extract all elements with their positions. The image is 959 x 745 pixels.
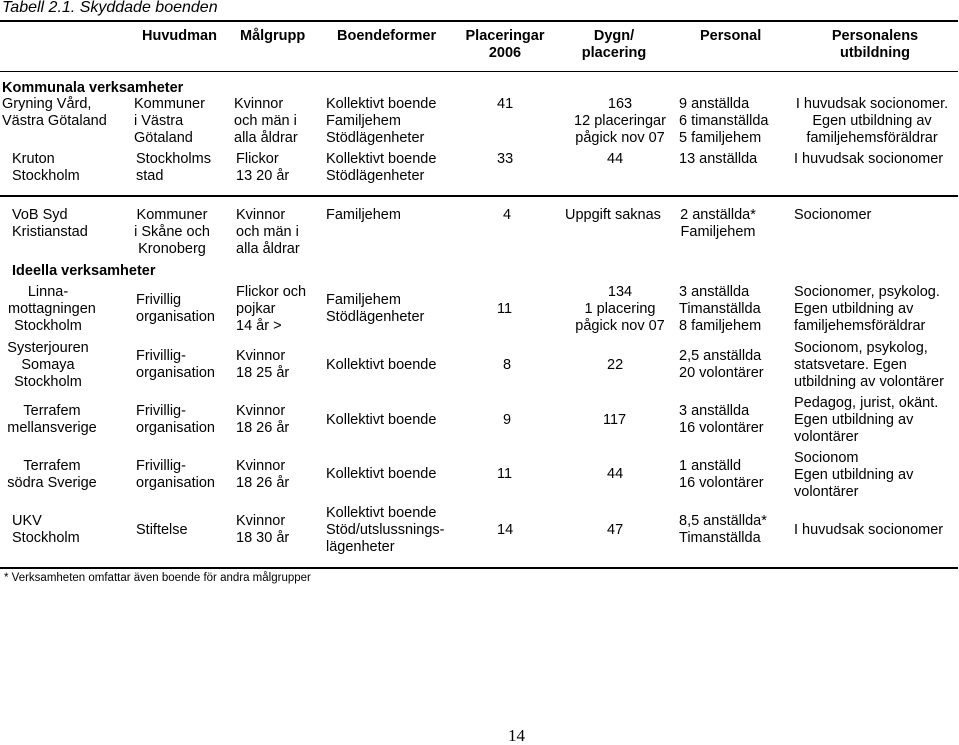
cell-huvudman: Frivillig- organisation bbox=[136, 458, 215, 491]
cell-name: Kruton Stockholm bbox=[12, 151, 80, 184]
cell-personal: 2,5 anställda 20 volontärer bbox=[679, 348, 764, 381]
cell-utbildning: Socionom Egen utbildning av volontärer bbox=[794, 450, 914, 500]
cell-huvudman: Stiftelse bbox=[136, 522, 188, 538]
cell-name: Terrafem södra Sverige bbox=[7, 458, 97, 491]
cell-personal: 1 anställd 16 volontärer bbox=[679, 458, 764, 491]
cell-utbildning: Socionom, psykolog, statsvetare. Egen utbildning av volontärer bbox=[794, 340, 944, 390]
header-boendeformer: Boendeformer bbox=[337, 28, 437, 44]
header-rule bbox=[0, 71, 958, 72]
kommunala-end-rule bbox=[0, 195, 958, 197]
cell-utbildning: Pedagog, jurist, okänt. Egen utbildning av volontärer bbox=[794, 395, 939, 445]
cell-name: Systerjouren Somaya Stockholm bbox=[7, 340, 89, 390]
cell-huvudman: Frivillig- organisation bbox=[136, 403, 215, 436]
header-dygn: Dygn/ placering bbox=[581, 28, 647, 61]
cell-dygn: Uppgift saknas bbox=[565, 207, 661, 223]
cell-placeringar: 4 bbox=[503, 207, 512, 223]
cell-dygn: 47 bbox=[607, 522, 624, 538]
cell-boendeformer: Familjehem Stödlägenheter bbox=[326, 292, 425, 325]
cell-personal: 2 anställda* Familjehem bbox=[680, 207, 756, 240]
cell-malgrupp: Kvinnor och män i alla åldrar bbox=[234, 96, 298, 146]
cell-personal: 8,5 anställda* Timanställda bbox=[679, 513, 767, 546]
cell-utbildning: I huvudsak socionomer bbox=[794, 151, 944, 167]
cell-personal: 9 anställda 6 timanställda 5 familjehem bbox=[679, 96, 769, 146]
cell-malgrupp: Kvinnor 18 30 år bbox=[236, 513, 290, 546]
cell-name: Linna- mottagningen Stockholm bbox=[8, 284, 96, 334]
cell-huvudman: Frivillig- organisation bbox=[136, 348, 215, 381]
cell-dygn: 163 12 placeringar pågick nov 07 bbox=[574, 96, 666, 146]
cell-name: Gryning Vård, Västra Götaland bbox=[2, 96, 107, 129]
page-number: 14 bbox=[508, 726, 525, 745]
cell-dygn: 44 bbox=[607, 466, 624, 482]
cell-huvudman: Kommuner i Skåne och Kronoberg bbox=[134, 207, 210, 257]
cell-name: UKV Stockholm bbox=[12, 513, 80, 546]
cell-personal: 3 anställda Timanställda 8 familjehem bbox=[679, 284, 762, 334]
cell-boendeformer: Kollektivt boende bbox=[326, 357, 437, 373]
footnote: * Verksamheten omfattar även boende för andra målgrupper bbox=[4, 572, 311, 584]
cell-dygn: 44 bbox=[607, 151, 624, 167]
cell-utbildning: I huvudsak socionomer bbox=[794, 522, 944, 538]
cell-placeringar: 33 bbox=[497, 151, 514, 167]
top-rule bbox=[0, 20, 958, 22]
cell-huvudman: Kommuner i Västra Götaland bbox=[134, 96, 205, 146]
cell-dygn: 134 1 placering pågick nov 07 bbox=[575, 284, 665, 334]
cell-personal: 3 anställda 16 volontärer bbox=[679, 403, 764, 436]
cell-placeringar: 9 bbox=[503, 412, 512, 428]
cell-malgrupp: Kvinnor 18 25 år bbox=[236, 348, 290, 381]
cell-malgrupp: Kvinnor 18 26 år bbox=[236, 458, 290, 491]
header-malgrupp: Målgrupp bbox=[240, 28, 306, 44]
cell-huvudman: Stockholms stad bbox=[136, 151, 211, 184]
section-ideella: Ideella verksamheter bbox=[12, 263, 156, 279]
cell-boendeformer: Kollektivt boende bbox=[326, 412, 437, 428]
cell-dygn: 22 bbox=[607, 357, 624, 373]
cell-placeringar: 11 bbox=[497, 301, 513, 317]
header-utbildning: Personalens utbildning bbox=[831, 28, 919, 61]
cell-malgrupp: Kvinnor och män i alla åldrar bbox=[236, 207, 300, 257]
cell-utbildning: I huvudsak socionomer. Egen utbildning av familjehemsföräldrar bbox=[795, 96, 949, 146]
table-caption: Tabell 2.1. Skyddade boenden bbox=[2, 0, 218, 16]
cell-boendeformer: Familjehem bbox=[326, 207, 401, 223]
cell-placeringar: 8 bbox=[503, 357, 512, 373]
cell-utbildning: Socionomer, psykolog. Egen utbildning av familjehemsföräldrar bbox=[794, 284, 940, 334]
cell-huvudman: Frivillig organisation bbox=[136, 292, 215, 325]
header-placeringar: Placeringar 2006 bbox=[465, 28, 545, 61]
cell-placeringar: 14 bbox=[497, 522, 514, 538]
cell-boendeformer: Kollektivt boende Familjehem Stödlägenheter bbox=[326, 96, 437, 146]
cell-name: Terrafem mellansverige bbox=[7, 403, 97, 436]
cell-personal: 13 anställda bbox=[679, 151, 758, 167]
header-personal: Personal bbox=[700, 28, 762, 44]
cell-placeringar: 11 bbox=[497, 466, 513, 482]
cell-malgrupp: Kvinnor 18 26 år bbox=[236, 403, 290, 436]
section-kommunala: Kommunala verksamheter bbox=[2, 80, 184, 96]
cell-name: VoB Syd Kristianstad bbox=[12, 207, 88, 240]
cell-boendeformer: Kollektivt boende Stödlägenheter bbox=[326, 151, 437, 184]
cell-boendeformer: Kollektivt boende Stöd/utslussnings- lägenheter bbox=[326, 505, 445, 555]
cell-dygn: 117 bbox=[603, 412, 627, 428]
bottom-rule bbox=[0, 567, 958, 569]
cell-utbildning: Socionomer bbox=[794, 207, 872, 223]
cell-malgrupp: Flickor och pojkar 14 år > bbox=[236, 284, 307, 334]
cell-boendeformer: Kollektivt boende bbox=[326, 466, 437, 482]
cell-malgrupp: Flickor 13 20 år bbox=[236, 151, 290, 184]
cell-placeringar: 41 bbox=[497, 96, 514, 112]
header-huvudman: Huvudman bbox=[142, 28, 217, 44]
